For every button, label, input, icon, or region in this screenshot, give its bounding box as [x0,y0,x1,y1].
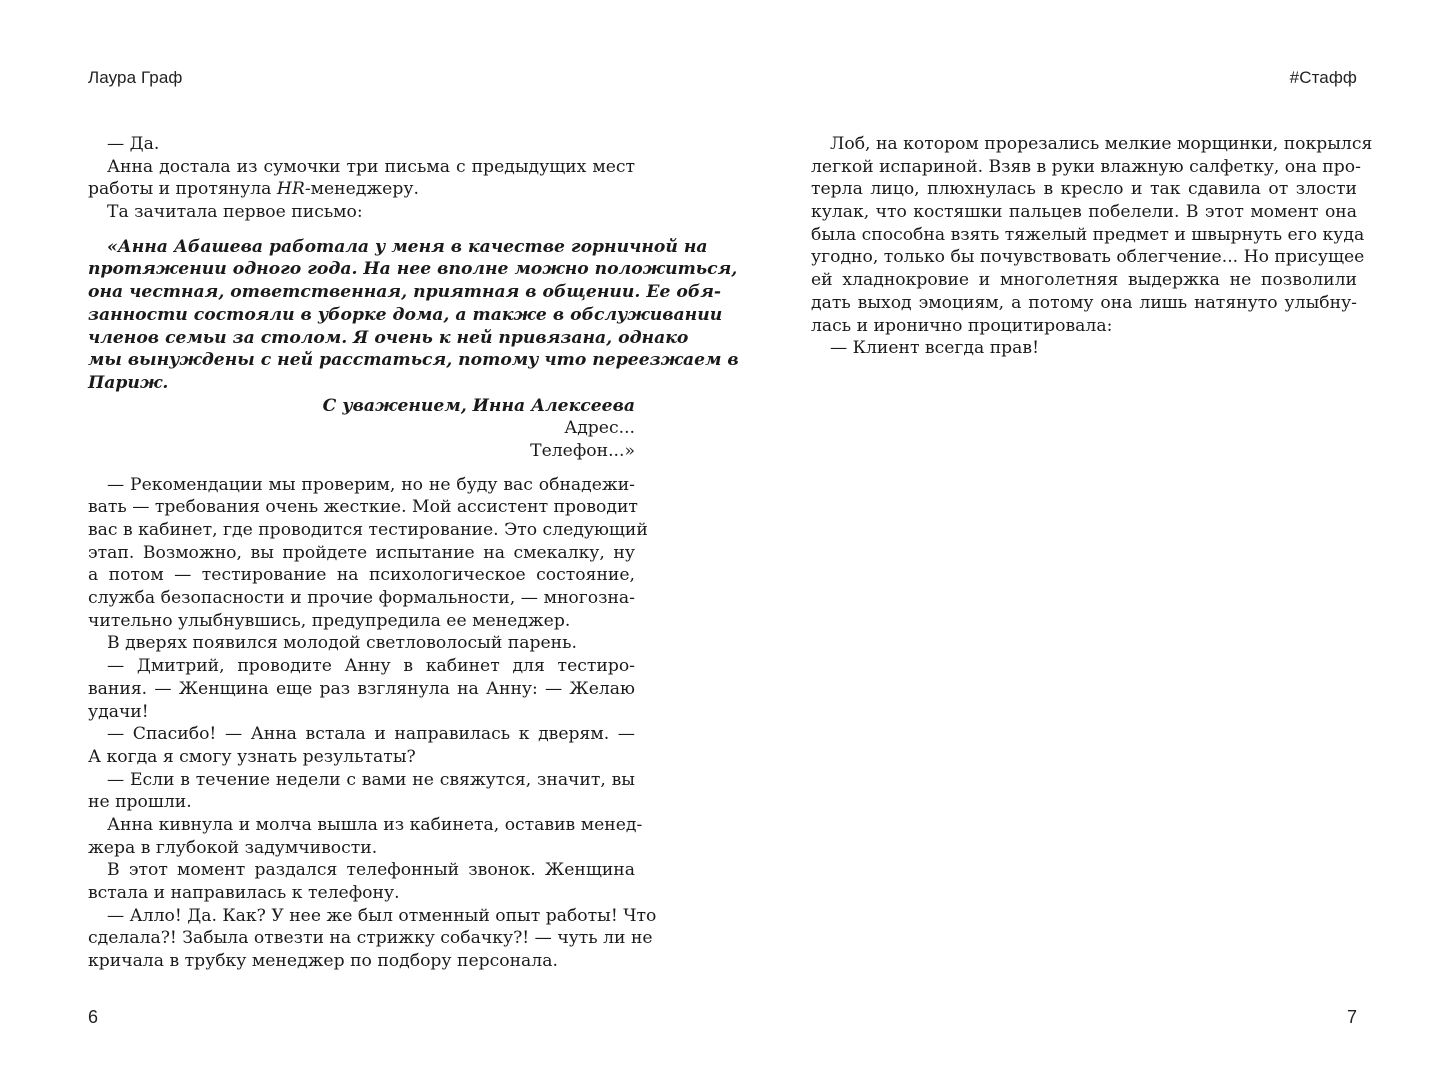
text-line-right: Лоб, на котором прорезались мелкие морщинки, покрылся [830,134,1373,154]
text-line-left: «Анна Абашева работала у меня в качестве горничной на [107,236,708,257]
page-number-right: 7 [1346,1007,1357,1027]
running-head-author: Лаура Граф [88,68,183,87]
text-line-left: протяжении одного года. На нее вполне можно положиться, [88,259,738,280]
text-line-left: А когда я смогу узнать результаты? [88,746,416,767]
text-line-right: дать выход эмоциям, а потому она лишь натянуто улыбну- [811,292,1357,313]
text-line-left: В этот момент раздался телефонный звонок. Женщина [107,860,635,881]
text-line-left: Анна кивнула и молча вышла из кабинета, оставив менед- [107,814,643,835]
text-line-right: терла лицо, плюхнулась в кресло и так сдавила от злости [811,179,1357,200]
text-line-left: вать — требования очень жесткие. Мой ассистент проводит [88,497,638,518]
text-line-left: Париж. [88,372,169,393]
text-line-left: — Дмитрий, проводите Анну в кабинет для тестиро- [107,656,635,677]
text-line-left: — Рекомендации мы проверим, но не буду вас обнадежи- [107,474,635,495]
right-page [723,0,1445,1083]
text-line-left: она честная, ответственная, приятная в общении. Ее обя- [88,282,722,303]
text-line-left: удачи! [88,701,149,722]
text-line-left: — Если в течение недели с вами не свяжутся, значит, вы [107,769,635,790]
text-line-left: не прошли. [88,792,192,813]
text-line-left: чительно улыбнувшись, предупредила ее менеджер. [88,610,571,631]
text-line-left: сделала?! Забыла отвезти на стрижку собачку?! — чуть ли не [88,928,653,949]
text-line-left: — Да. [107,134,160,154]
hr-abbrev: HR [276,179,305,200]
text-line-right: легкой испариной. Взяв в руки влажную салфетку, она про- [811,156,1361,177]
text-line-left: членов семьи за столом. Я очень к ней привязана, однако [88,327,689,348]
page-number-left: 6 [88,1007,99,1027]
text-line-left: работы и протянула HR-менеджеру. [88,179,419,200]
text-line-left: Анна достала из сумочки три письма с предыдущих мест [107,156,635,177]
text-line-left: Адрес... [564,418,635,439]
text-line-left: — Алло! Да. Как? У нее же был отменный опыт работы! Что [107,905,657,926]
text-line-left: — Спасибо! — Анна встала и направилась к дверям. — [107,724,635,745]
text-line-right: ей хладнокровие и многолетняя выдержка не позволили [811,270,1357,291]
text-line-left: Та зачитала первое письмо: [107,202,363,223]
text-line-left: служба безопасности и прочие формальности, — многозна- [88,588,635,609]
text-line-left: мы вынуждены с ней расстаться, потому что переезжаем в [88,350,739,371]
left-page-text [88,133,739,973]
text-line-right: была способна взять тяжелый предмет и швырнуть его куда [811,224,1365,245]
text-line-right: — Клиент всегда прав! [830,338,1039,359]
text-line-left: В дверях появился молодой светловолосый парень. [107,633,577,654]
text-line-left: жера в глубокой задумчивости. [88,837,378,858]
text-line-left: а потом — тестирование на психологическое состояние, [88,565,635,586]
text-line-left: кричала в трубку менеджер по подбору персонала. [88,951,558,972]
text-line-right: угодно, только бы почувствовать облегчение... Но присущее [811,247,1365,268]
text-line-left: этап. Возможно, вы пройдете испытание на смекалку, ну [88,542,635,563]
text-line-left: занности состояли в уборке дома, а также в обслуживании [88,304,723,325]
running-head-title: #Стафф [1289,68,1357,87]
text-line-right: лась и иронично процитировала: [811,315,1113,336]
right-page-text [811,133,1373,360]
text-line-left: Телефон...» [530,440,635,461]
text-line-left: С уважением, Инна Алексеева [322,395,635,416]
text-line-left: вания. — Женщина еще раз взглянула на Анну: — Желаю [88,678,635,699]
text-line-left: вас в кабинет, где проводится тестирование. Это следующий [88,520,648,540]
text-line-right: кулак, что костяшки пальцев побелели. В этот момент она [811,202,1357,223]
text-line-left: встала и направилась к телефону. [88,883,400,903]
